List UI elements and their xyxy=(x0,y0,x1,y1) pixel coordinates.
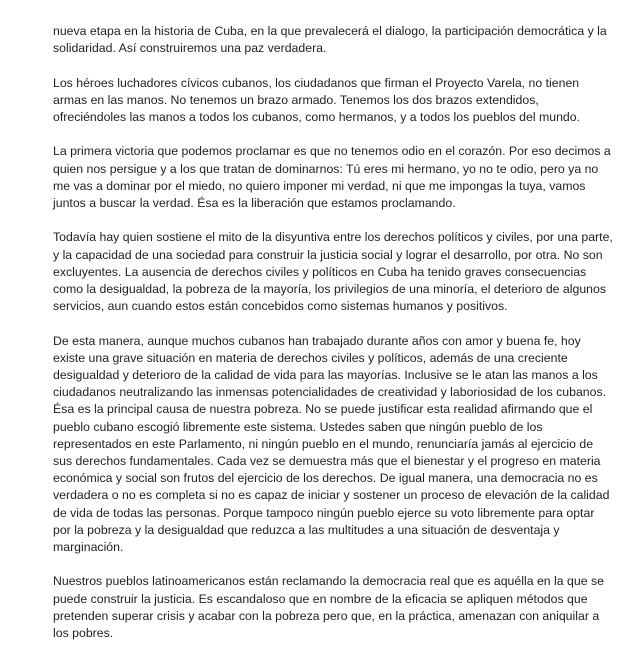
paragraph-4: Todavía hay quien sostiene el mito de la disyuntiva entre los derechos políticos y civiles, por una parte, y la capacidad de una sociedad para construir la justicia social y lograr el desarrollo, por otra. No son excluyentes. La ausencia de derechos civiles y políticos en Cuba ha tenido graves consecuencias como la desigualdad, la pobreza de la mayoría, los privilegios de una minoría, el deterioro de algunos servicios, aun cuando estos están concebidos como sistemas humanos y positivos. xyxy=(53,230,613,314)
document-body xyxy=(53,23,613,659)
paragraph-6: Nuestros pueblos latinoamericanos están reclamando la democracia real que es aquélla en la que se puede construir la justicia. Es escandaloso que en nombre de la eficacia se apliquen métodos que pretenden superar crisis y acabar con la pobreza pero que, en la práctica, amenazan con aniquilar a los pobres. xyxy=(53,574,604,641)
paragraph-1: nueva etapa en la historia de Cuba, en la que prevalecerá el dialogo, la participación democrática y la solidaridad. Así construiremos una paz verdadera. xyxy=(53,24,607,56)
paragraph-5: De esta manera, aunque muchos cubanos han trabajado durante años con amor y buena fe, hoy existe una grave situación en materia de derechos civiles y políticos, además de una creciente desigualdad y deterioro de la calidad de vida para las mayorías. Inclusive se le atan las manos a los ciudadanos neutralizando las inmensas potencialidades de creatividad y laboriosidad de los cubanos. Ésa es la principal causa de nuestra pobreza. No se puede justificar esta realidad afirmando que el pueblo cubano escogió libremente este sistema. Ustedes saben que ningún pueblo de los representados en este Parlamento, ni ningún pueblo en el mundo, renunciaría jamás al ejercicio de sus derechos fundamentales. Cada vez se demuestra más que el bienestar y el progreso en materia económica y social son frutos del ejercicio de los derechos. De igual manera, una democracia no es verdadera o no es completa si no es capaz de iniciar y sostener un proceso de elevación de la calidad de vida de todas las personas. Porque tampoco ningún pueblo ejerce su voto libremente para optar por la pobreza y la desigualdad que reduzca a las multitudes a una situación de desventaja y marginación. xyxy=(53,333,610,555)
paragraph-3: La primera victoria que podemos proclamar es que no tenemos odio en el corazón. Por eso decimos a quien nos persigue y a los que tratan de dominarnos: Tú eres mi hermano, yo no te odio, pero ya no me vas a dominar por el miedo, no quiero imponer mi verdad, ni que me impongas la tuya, vamos juntos a buscar la verdad. Ésa es la liberación que estamos proclamando. xyxy=(53,144,611,210)
paragraph-2: Los héroes luchadores cívicos cubanos, los ciudadanos que firman el Proyecto Varela, no tienen armas en las manos. No tenemos un brazo armado. Tenemos los dos brazos extendidos, ofreciéndoles las manos a todos los cubanos, como hermanos, y a todos los pueblos del mundo. xyxy=(53,75,581,124)
